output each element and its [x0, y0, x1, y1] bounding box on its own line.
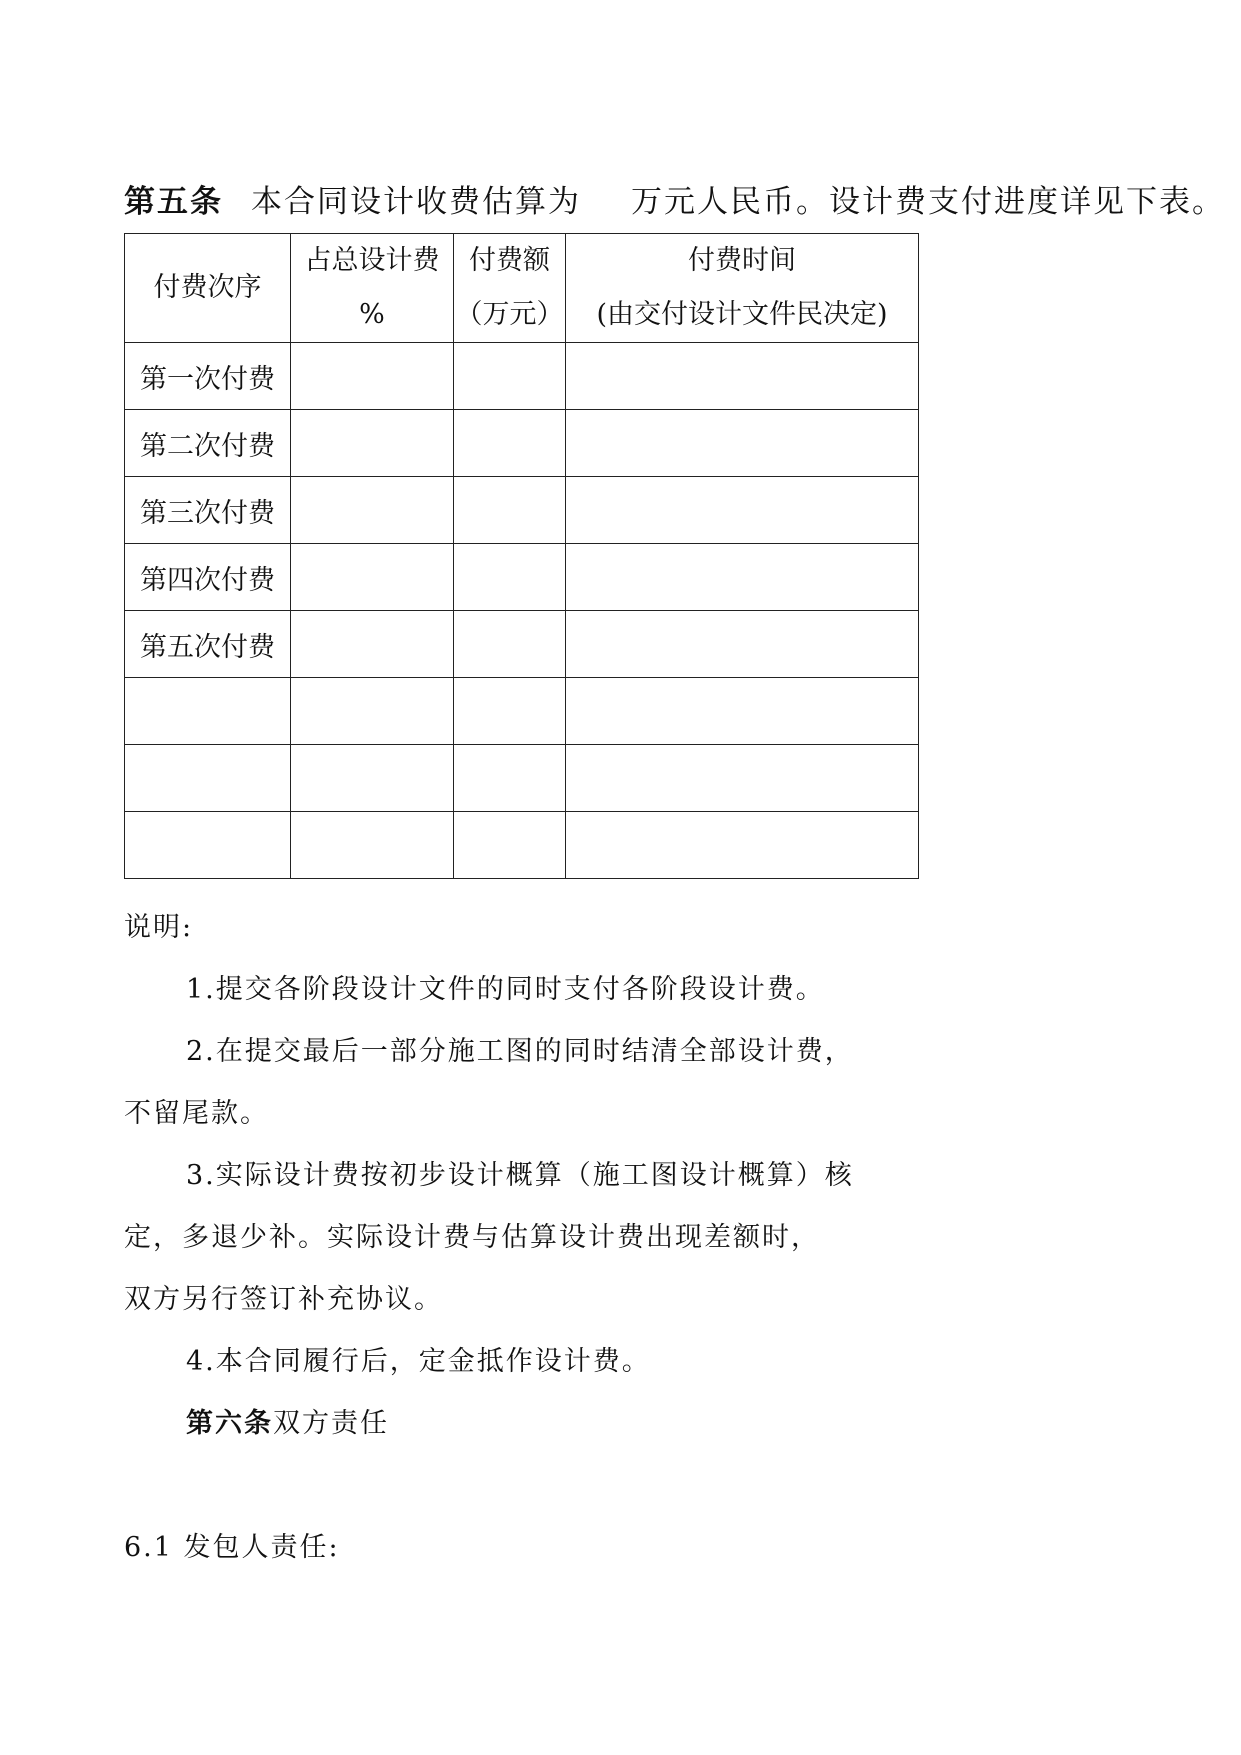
- note-3-line-1: 3.实际设计费按初步设计概算（施工图设计概算）核: [186, 1160, 854, 1191]
- cell-time: [566, 544, 919, 611]
- article5-text-after: 万元人民币。设计费支付进度详见下表。: [631, 184, 1225, 220]
- notes-title: 说明:: [124, 912, 194, 943]
- cell-amount: [454, 410, 566, 477]
- table-row: [125, 745, 919, 812]
- payment-schedule-table: [124, 233, 919, 879]
- cell-order: 第一次付费: [125, 343, 291, 410]
- cell-percent: [291, 611, 454, 678]
- header-percent: 占总设计费 %: [291, 234, 454, 343]
- section-6-1-heading: 6.1 发包人责任:: [124, 1532, 340, 1563]
- note-3-line-3: 双方另行签订补充协议。: [124, 1284, 443, 1315]
- cell-amount: [454, 343, 566, 410]
- note-4: 4.本合同履行后，定金抵作设计费。: [186, 1346, 651, 1377]
- cell-percent: [291, 343, 454, 410]
- cell-order: 第二次付费: [125, 410, 291, 477]
- table-row: [125, 544, 919, 611]
- cell-percent: [291, 477, 454, 544]
- header-payment-time: 付费时间 (由交付设计文件民决定): [566, 234, 919, 343]
- article6-heading: [186, 1401, 389, 1440]
- table-row: [125, 812, 919, 879]
- cell-order: [125, 678, 291, 745]
- cell-percent: [291, 410, 454, 477]
- cell-time: [566, 410, 919, 477]
- note-3-line-2: 定，多退少补。实际设计费与估算设计费出现差额时，: [124, 1222, 820, 1253]
- cell-time: [566, 343, 919, 410]
- note-1: 1.提交各阶段设计文件的同时支付各阶段设计费。: [186, 974, 825, 1005]
- table-row: [125, 410, 919, 477]
- cell-percent: [291, 678, 454, 745]
- cell-time: [566, 812, 919, 879]
- header-payment-order: 付费次序: [125, 234, 291, 343]
- header-amount: 付费额 （万元）: [454, 234, 566, 343]
- cell-amount: [454, 477, 566, 544]
- table-row: [125, 611, 919, 678]
- cell-order: [125, 812, 291, 879]
- cell-amount: [454, 745, 566, 812]
- table-row: [125, 477, 919, 544]
- cell-time: [566, 477, 919, 544]
- note-2-line-1: 2.在提交最后一部分施工图的同时结清全部设计费，: [186, 1036, 854, 1067]
- cell-amount: [454, 544, 566, 611]
- table-header-row: [125, 234, 919, 343]
- cell-amount: [454, 812, 566, 879]
- article5-text-before: 本合同设计收费估算为: [251, 184, 581, 220]
- cell-percent: [291, 745, 454, 812]
- cell-order: 第三次付费: [125, 477, 291, 544]
- cell-time: [566, 745, 919, 812]
- table-row: [125, 678, 919, 745]
- cell-time: [566, 678, 919, 745]
- cell-percent: [291, 812, 454, 879]
- cell-order: 第五次付费: [125, 611, 291, 678]
- article6-label: 第六条: [186, 1408, 273, 1439]
- cell-amount: [454, 678, 566, 745]
- table-row: [125, 343, 919, 410]
- article6-text: 双方责任: [273, 1408, 389, 1439]
- cell-time: [566, 611, 919, 678]
- cell-order: [125, 745, 291, 812]
- article5-heading: [124, 176, 1225, 221]
- note-2-line-2: 不留尾款。: [124, 1098, 269, 1129]
- cell-percent: [291, 544, 454, 611]
- cell-order: 第四次付费: [125, 544, 291, 611]
- cell-amount: [454, 611, 566, 678]
- article5-label: 第五条: [124, 184, 223, 220]
